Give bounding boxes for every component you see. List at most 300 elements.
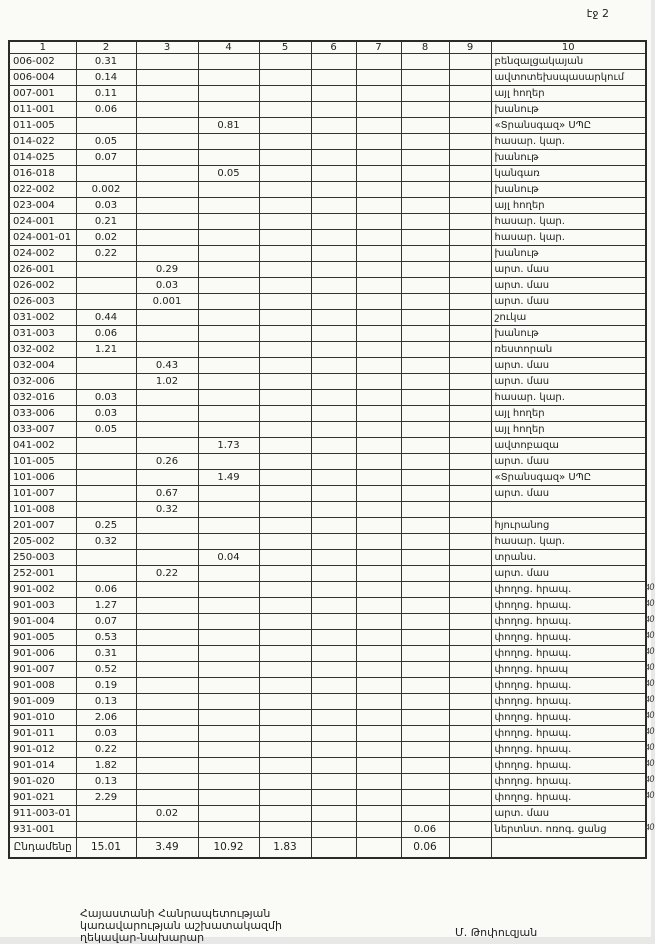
description-cell: արտ. մաս (491, 566, 646, 582)
handwritten-mark: 40 (644, 598, 655, 610)
area-value-cell (356, 294, 401, 310)
area-value-cell: 0.07 (76, 614, 136, 630)
area-value-cell: 0.43 (136, 358, 198, 374)
area-value-cell: 0.07 (76, 150, 136, 166)
area-value-cell (401, 758, 449, 774)
area-value-cell (136, 198, 198, 214)
area-value-cell (198, 182, 259, 198)
area-value-cell (311, 406, 356, 422)
handwritten-mark: 40 (644, 646, 655, 658)
parcel-code-cell: 026-003 (9, 294, 76, 310)
area-value-cell (401, 518, 449, 534)
area-value-cell (356, 390, 401, 406)
area-value-cell (356, 134, 401, 150)
parcel-code-cell: 022-002 (9, 182, 76, 198)
area-value-cell (259, 694, 311, 710)
area-value-cell (401, 470, 449, 486)
area-value-cell (136, 646, 198, 662)
description-cell: փողոց. հրապ. 40 (491, 630, 646, 646)
description-cell: փողոց. հրապ. 40 (491, 678, 646, 694)
parcel-code-cell: 101-008 (9, 502, 76, 518)
table-row (9, 726, 646, 742)
area-value-cell (259, 70, 311, 86)
parcel-code-cell: 101-006 (9, 470, 76, 486)
area-value-cell (259, 550, 311, 566)
area-value-cell (311, 118, 356, 134)
description-cell: փողոց. հրապ 40 (491, 662, 646, 678)
area-value-cell (449, 150, 491, 166)
area-value-cell (311, 630, 356, 646)
area-value-cell (198, 246, 259, 262)
description-cell: հասար. կար. (491, 230, 646, 246)
area-value-cell (136, 246, 198, 262)
area-value-cell (356, 662, 401, 678)
area-value-cell (259, 470, 311, 486)
area-value-cell (401, 310, 449, 326)
area-value-cell (198, 214, 259, 230)
area-value-cell (76, 566, 136, 582)
parcel-code-cell: 901-020 (9, 774, 76, 790)
area-value-cell (401, 278, 449, 294)
area-value-cell (449, 278, 491, 294)
parcel-code-cell: 901-007 (9, 662, 76, 678)
area-value-cell (311, 742, 356, 758)
area-value-cell (449, 390, 491, 406)
area-value-cell (356, 70, 401, 86)
area-value-cell (401, 678, 449, 694)
description-cell: արտ. մաս (491, 806, 646, 822)
area-value-cell (259, 134, 311, 150)
area-value-cell: 0.13 (76, 694, 136, 710)
area-value-cell (401, 54, 449, 70)
area-value-cell (259, 518, 311, 534)
area-value-cell (198, 662, 259, 678)
area-value-cell (449, 822, 491, 838)
area-value-cell (401, 246, 449, 262)
area-value-cell (198, 646, 259, 662)
total-row (9, 838, 646, 859)
area-value-cell (311, 358, 356, 374)
parcel-code-cell: 031-003 (9, 326, 76, 342)
area-value-cell (311, 342, 356, 358)
area-value-cell (311, 150, 356, 166)
area-value-cell (401, 134, 449, 150)
area-value-cell (356, 774, 401, 790)
area-value-cell (356, 758, 401, 774)
area-value-cell (401, 790, 449, 806)
area-value-cell (198, 502, 259, 518)
area-value-cell: 0.002 (76, 182, 136, 198)
table-row (9, 358, 646, 374)
area-value-cell: 2.06 (76, 710, 136, 726)
table-row (9, 86, 646, 102)
description-cell: հասար. կար. (491, 134, 646, 150)
area-value-cell (198, 102, 259, 118)
area-value-cell (198, 694, 259, 710)
area-value-cell (401, 150, 449, 166)
area-value-cell (311, 278, 356, 294)
table-row (9, 406, 646, 422)
area-value-cell (259, 118, 311, 134)
area-value-cell (259, 390, 311, 406)
area-value-cell (356, 742, 401, 758)
area-value-cell (311, 790, 356, 806)
area-value-cell (449, 70, 491, 86)
column-header: 6 (311, 41, 356, 54)
area-value-cell (401, 454, 449, 470)
area-value-cell: 0.06 (76, 326, 136, 342)
area-value-cell (356, 646, 401, 662)
area-value-cell (311, 550, 356, 566)
description-cell: խանութ (491, 246, 646, 262)
handwritten-mark: 40 (644, 726, 655, 738)
handwritten-mark: 40 (644, 694, 655, 706)
area-value-cell (311, 86, 356, 102)
parcel-code-cell: 014-025 (9, 150, 76, 166)
area-value-cell (401, 326, 449, 342)
area-value-cell (311, 262, 356, 278)
area-value-cell (449, 102, 491, 118)
area-value-cell: 0.03 (76, 726, 136, 742)
handwritten-mark: 40 (644, 758, 655, 770)
table-row (9, 118, 646, 134)
area-value-cell (356, 326, 401, 342)
table-row (9, 374, 646, 390)
table-row (9, 646, 646, 662)
description-cell: արտ. մաս (491, 454, 646, 470)
area-value-cell (356, 182, 401, 198)
table-row (9, 566, 646, 582)
area-value-cell: 1.27 (76, 598, 136, 614)
table-row (9, 214, 646, 230)
description-cell: փողոց. հրապ. 40 (491, 790, 646, 806)
area-value-cell (76, 550, 136, 566)
area-value-cell (198, 534, 259, 550)
area-value-cell (401, 502, 449, 518)
area-value-cell (449, 678, 491, 694)
area-value-cell (259, 742, 311, 758)
area-value-cell (198, 822, 259, 838)
parcel-code-cell: 011-001 (9, 102, 76, 118)
parcel-code-cell: 901-004 (9, 614, 76, 630)
area-value-cell (401, 422, 449, 438)
area-value-cell (259, 822, 311, 838)
area-value-cell (198, 598, 259, 614)
description-cell: փողոց. հրապ. 40 (491, 646, 646, 662)
area-value-cell (259, 150, 311, 166)
area-value-cell (401, 86, 449, 102)
area-value-cell (449, 518, 491, 534)
parcel-code-cell: 033-006 (9, 406, 76, 422)
area-value-cell: 0.05 (198, 166, 259, 182)
area-value-cell (356, 230, 401, 246)
area-value-cell (198, 150, 259, 166)
area-value-cell (356, 150, 401, 166)
area-value-cell (76, 358, 136, 374)
area-value-cell (259, 726, 311, 742)
area-value-cell: 0.31 (76, 54, 136, 70)
description-cell: արտ. մաս (491, 294, 646, 310)
area-value-cell: 1.82 (76, 758, 136, 774)
area-value-cell (449, 54, 491, 70)
description-cell: փողոց. հրապ. 40 (491, 742, 646, 758)
area-value-cell (136, 822, 198, 838)
description-cell: փողոց. հրապ. 40 (491, 614, 646, 630)
area-value-cell (76, 806, 136, 822)
land-parcels-table (8, 40, 655, 859)
area-value-cell (356, 582, 401, 598)
area-value-cell (259, 486, 311, 502)
area-value-cell: 0.001 (136, 294, 198, 310)
parcel-code-cell: 024-001 (9, 214, 76, 230)
area-value-cell (449, 566, 491, 582)
area-value-cell (401, 214, 449, 230)
area-value-cell (198, 582, 259, 598)
description-cell: բենզալցակայան (491, 54, 646, 70)
table-row (9, 230, 646, 246)
table-row (9, 150, 646, 166)
area-value-cell (259, 294, 311, 310)
parcel-code-cell: 024-002 (9, 246, 76, 262)
table-row (9, 550, 646, 566)
table-row (9, 278, 646, 294)
column-header: 5 (259, 41, 311, 54)
area-value-cell (136, 774, 198, 790)
total-value-cell (356, 838, 401, 859)
area-value-cell (311, 294, 356, 310)
area-value-cell (311, 582, 356, 598)
area-value-cell (401, 118, 449, 134)
area-value-cell (259, 166, 311, 182)
description-cell: հասար. կար. (491, 390, 646, 406)
area-value-cell (259, 806, 311, 822)
area-value-cell (198, 134, 259, 150)
description-cell: այլ հողեր (491, 86, 646, 102)
area-value-cell (401, 342, 449, 358)
area-value-cell: 0.52 (76, 662, 136, 678)
area-value-cell (449, 166, 491, 182)
area-value-cell (401, 166, 449, 182)
area-value-cell (198, 86, 259, 102)
description-cell: փողոց. հրապ. 40 (491, 726, 646, 742)
area-value-cell (401, 262, 449, 278)
area-value-cell (311, 662, 356, 678)
area-value-cell (356, 166, 401, 182)
area-value-cell (356, 54, 401, 70)
table-row (9, 486, 646, 502)
area-value-cell (259, 422, 311, 438)
parcel-code-cell: 023-004 (9, 198, 76, 214)
area-value-cell (401, 742, 449, 758)
area-value-cell (76, 278, 136, 294)
parcel-code-cell: 901-012 (9, 742, 76, 758)
area-value-cell (76, 502, 136, 518)
area-value-cell (356, 550, 401, 566)
description-cell: փողոց. հրապ. 40 (491, 598, 646, 614)
table-row (9, 710, 646, 726)
parcel-code-cell: 901-006 (9, 646, 76, 662)
area-value-cell (401, 614, 449, 630)
area-value-cell (76, 262, 136, 278)
parcel-code-cell: 901-014 (9, 758, 76, 774)
table-row (9, 662, 646, 678)
area-value-cell (356, 438, 401, 454)
area-value-cell: 0.14 (76, 70, 136, 86)
area-value-cell (259, 646, 311, 662)
table-row (9, 502, 646, 518)
area-value-cell: 1.49 (198, 470, 259, 486)
area-value-cell (311, 470, 356, 486)
area-value-cell (401, 630, 449, 646)
area-value-cell (136, 598, 198, 614)
total-value-cell (449, 838, 491, 859)
area-value-cell (401, 390, 449, 406)
area-value-cell (356, 534, 401, 550)
table-row (9, 422, 646, 438)
area-value-cell (449, 790, 491, 806)
area-value-cell (449, 86, 491, 102)
area-value-cell (259, 566, 311, 582)
area-value-cell (311, 198, 356, 214)
area-value-cell (401, 486, 449, 502)
table-row (9, 246, 646, 262)
parcel-code-cell: 032-016 (9, 390, 76, 406)
table-row (9, 326, 646, 342)
area-value-cell (136, 662, 198, 678)
area-value-cell (449, 694, 491, 710)
description-cell: փողոց. հրապ. 40 (491, 694, 646, 710)
area-value-cell (401, 534, 449, 550)
area-value-cell (356, 694, 401, 710)
area-value-cell (449, 326, 491, 342)
area-value-cell (198, 678, 259, 694)
table-row (9, 470, 646, 486)
table-row (9, 262, 646, 278)
area-value-cell (401, 358, 449, 374)
parcel-code-cell: 014-022 (9, 134, 76, 150)
area-value-cell (311, 678, 356, 694)
area-value-cell (136, 102, 198, 118)
area-value-cell (356, 518, 401, 534)
area-value-cell (311, 54, 356, 70)
description-cell: հասար. կար. (491, 534, 646, 550)
parcel-code-cell: 026-002 (9, 278, 76, 294)
area-value-cell (259, 454, 311, 470)
area-value-cell (198, 278, 259, 294)
footer-block (80, 908, 282, 944)
area-value-cell (136, 390, 198, 406)
parcel-code-cell: 033-007 (9, 422, 76, 438)
area-value-cell (311, 438, 356, 454)
table-row (9, 582, 646, 598)
table-row (9, 390, 646, 406)
area-value-cell (136, 694, 198, 710)
description-cell: խանութ (491, 102, 646, 118)
area-value-cell (136, 790, 198, 806)
area-value-cell (198, 758, 259, 774)
table-row (9, 182, 646, 198)
area-value-cell (449, 374, 491, 390)
description-cell: «Տրանսգազ» ՍՊԸ (491, 470, 646, 486)
area-value-cell (198, 486, 259, 502)
area-value-cell (198, 198, 259, 214)
area-value-cell (76, 454, 136, 470)
area-value-cell (311, 326, 356, 342)
description-cell: փողոց. հրապ. 40 (491, 758, 646, 774)
area-value-cell (449, 118, 491, 134)
area-value-cell (259, 326, 311, 342)
area-value-cell (259, 662, 311, 678)
footer-org-line-3: ղեկավար-նախարար (80, 931, 205, 944)
area-value-cell (356, 566, 401, 582)
area-value-cell: 0.44 (76, 310, 136, 326)
area-value-cell: 0.25 (76, 518, 136, 534)
area-value-cell (311, 598, 356, 614)
area-value-cell (259, 342, 311, 358)
area-value-cell (311, 486, 356, 502)
area-value-cell (311, 166, 356, 182)
total-value-cell (491, 838, 646, 859)
table-row (9, 630, 646, 646)
parcel-code-cell: 026-001 (9, 262, 76, 278)
area-value-cell (259, 502, 311, 518)
area-value-cell (449, 198, 491, 214)
area-value-cell: 0.32 (136, 502, 198, 518)
area-value-cell (449, 758, 491, 774)
area-value-cell: 0.03 (76, 198, 136, 214)
table-row (9, 134, 646, 150)
area-value-cell (259, 598, 311, 614)
area-value-cell (356, 678, 401, 694)
area-value-cell (136, 742, 198, 758)
area-value-cell (76, 294, 136, 310)
table-row (9, 310, 646, 326)
area-value-cell (198, 774, 259, 790)
area-value-cell (401, 374, 449, 390)
area-value-cell (311, 822, 356, 838)
area-value-cell: 0.05 (76, 422, 136, 438)
area-value-cell (136, 166, 198, 182)
area-value-cell (136, 438, 198, 454)
area-value-cell: 0.29 (136, 262, 198, 278)
area-value-cell (311, 214, 356, 230)
area-value-cell (449, 230, 491, 246)
area-value-cell (136, 86, 198, 102)
area-value-cell (311, 694, 356, 710)
description-cell: խանութ (491, 182, 646, 198)
parcel-code-cell: 250-003 (9, 550, 76, 566)
handwritten-mark: 40 (644, 710, 655, 722)
area-value-cell (401, 582, 449, 598)
area-value-cell: 0.11 (76, 86, 136, 102)
area-value-cell (259, 262, 311, 278)
total-value-cell: 15.01 (76, 838, 136, 859)
table-row (9, 198, 646, 214)
area-value-cell (311, 102, 356, 118)
table-row (9, 518, 646, 534)
parcel-code-cell: 031-002 (9, 310, 76, 326)
area-value-cell (401, 646, 449, 662)
area-value-cell (259, 54, 311, 70)
area-value-cell (449, 134, 491, 150)
area-value-cell (198, 294, 259, 310)
parcel-code-cell: 901-008 (9, 678, 76, 694)
area-value-cell (136, 582, 198, 598)
area-value-cell (198, 310, 259, 326)
parcel-code-cell: 032-006 (9, 374, 76, 390)
area-value-cell (198, 230, 259, 246)
table-row (9, 758, 646, 774)
